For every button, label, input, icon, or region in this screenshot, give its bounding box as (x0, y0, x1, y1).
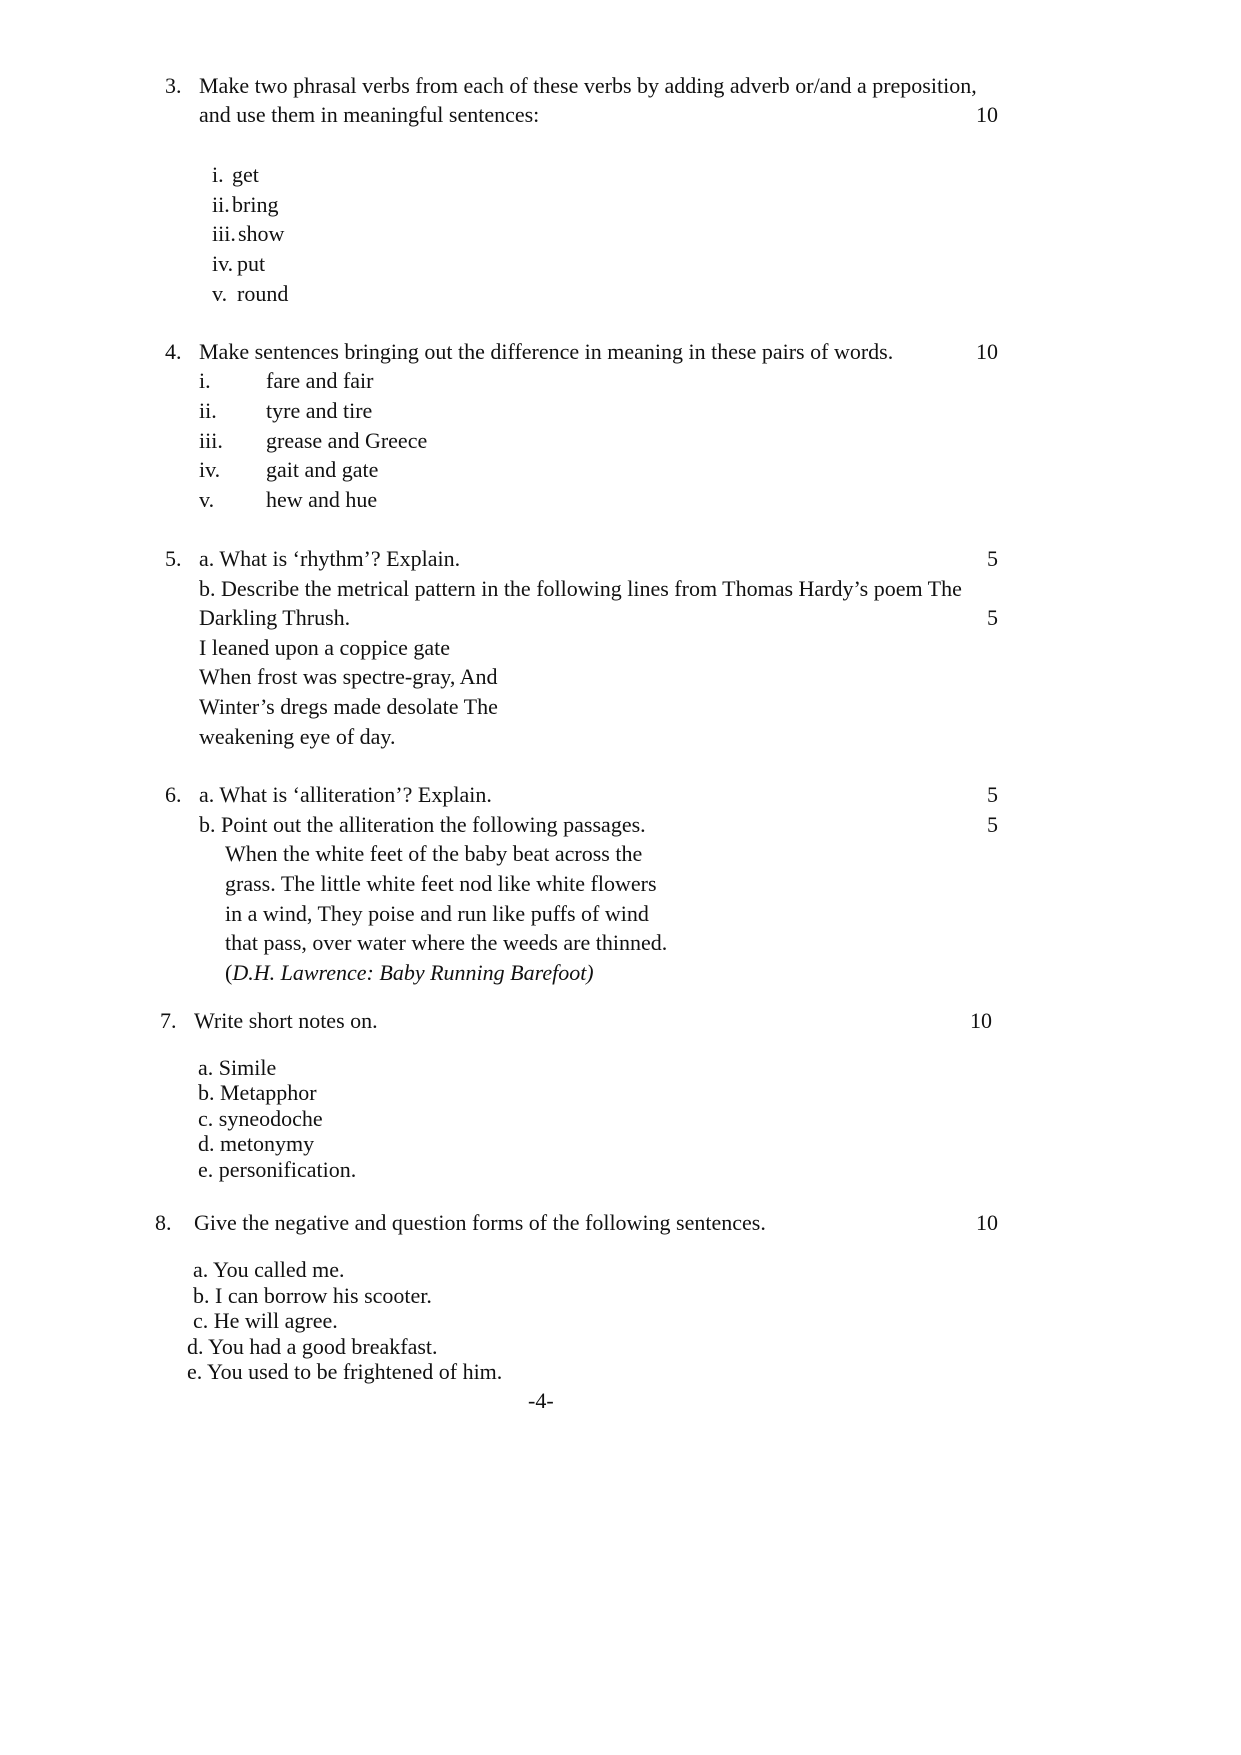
question-number: 8. (155, 1210, 172, 1235)
question-marks: 10 (976, 339, 998, 364)
item-text: put (237, 251, 266, 276)
item-text: tyre and tire (266, 398, 373, 423)
item-text: show (238, 221, 285, 246)
poem-line: weakening eye of day. (199, 724, 396, 749)
question-text-cont: and use them in meaningful sentences: (199, 102, 540, 127)
question-part-a: a. What is ‘alliteration’? Explain. (199, 782, 492, 807)
citation-paren: ( (225, 960, 233, 985)
poem-line: Winter’s dregs made desolate The (199, 694, 498, 719)
item-text: fare and fair (266, 368, 374, 393)
question-text: Give the negative and question forms of the following sentences. (194, 1210, 766, 1235)
question-marks: 10 (970, 1008, 992, 1033)
item-label: v. (199, 487, 215, 512)
question-number: 6. (165, 782, 182, 807)
question-number: 5. (165, 546, 182, 571)
item-label: ii. (212, 192, 230, 217)
question-marks: 5 (987, 812, 998, 837)
list-item: b. I can borrow his scooter. (193, 1283, 432, 1308)
list-item: e. personification. (198, 1157, 357, 1182)
item-text: gait and gate (266, 457, 379, 482)
item-label: v. (212, 281, 228, 306)
poem-line: When frost was spectre-gray, And (199, 664, 498, 689)
list-item: c. He will agree. (193, 1308, 338, 1333)
item-label: i. (212, 162, 224, 187)
item-text: hew and hue (266, 487, 378, 512)
list-item: b. Metapphor (198, 1080, 317, 1105)
list-item: a. Simile (198, 1055, 277, 1080)
question-part-b-cont: Darkling Thrush. (199, 605, 351, 630)
question-marks: 5 (987, 605, 998, 630)
question-text: Make two phrasal verbs from each of these verbs by adding adverb or/and a preposition, (199, 73, 977, 98)
passage-line: When the white feet of the baby beat across the (225, 841, 643, 866)
list-item: e. You used to be frightened of him. (187, 1359, 503, 1384)
item-label: iii. (212, 221, 236, 246)
item-text: bring (232, 192, 279, 217)
item-text: get (232, 162, 259, 187)
item-label: iv. (212, 251, 234, 276)
item-label: ii. (199, 398, 217, 423)
question-marks: 5 (987, 546, 998, 571)
list-item: a. You called me. (193, 1257, 345, 1282)
list-item: d. metonymy (198, 1131, 315, 1156)
poem-line: I leaned upon a coppice gate (199, 635, 451, 660)
item-label: iii. (199, 428, 223, 453)
item-label: iv. (199, 457, 221, 482)
question-number: 7. (160, 1008, 177, 1033)
list-item: d. You had a good breakfast. (187, 1334, 438, 1359)
question-marks: 10 (976, 1210, 998, 1235)
passage-line: in a wind, They poise and run like puffs of wind (225, 901, 649, 926)
question-text: Make sentences bringing out the difference in meaning in these pairs of words. (199, 339, 894, 364)
item-text: grease and Greece (266, 428, 428, 453)
question-part-b: b. Point out the alliteration the following passages. (199, 812, 646, 837)
passage-citation (225, 958, 594, 988)
list-item: c. syneodoche (198, 1106, 323, 1131)
question-number: 3. (165, 73, 182, 98)
item-text: round (237, 281, 289, 306)
passage-line: grass. The little white feet nod like white flowers (225, 871, 657, 896)
question-part-b: b. Describe the metrical pattern in the following lines from Thomas Hardy’s poem The (199, 576, 962, 601)
question-marks: 5 (987, 782, 998, 807)
question-part-a: a. What is ‘rhythm’? Explain. (199, 546, 461, 571)
citation-text: D.H. Lawrence: Baby Running Barefoot) (232, 960, 594, 985)
question-marks: 10 (976, 102, 998, 127)
question-text: Write short notes on. (194, 1008, 378, 1033)
passage-line: that pass, over water where the weeds are thinned. (225, 930, 668, 955)
item-label: i. (199, 368, 211, 393)
page-number: -4- (528, 1388, 554, 1413)
question-number: 4. (165, 339, 182, 364)
